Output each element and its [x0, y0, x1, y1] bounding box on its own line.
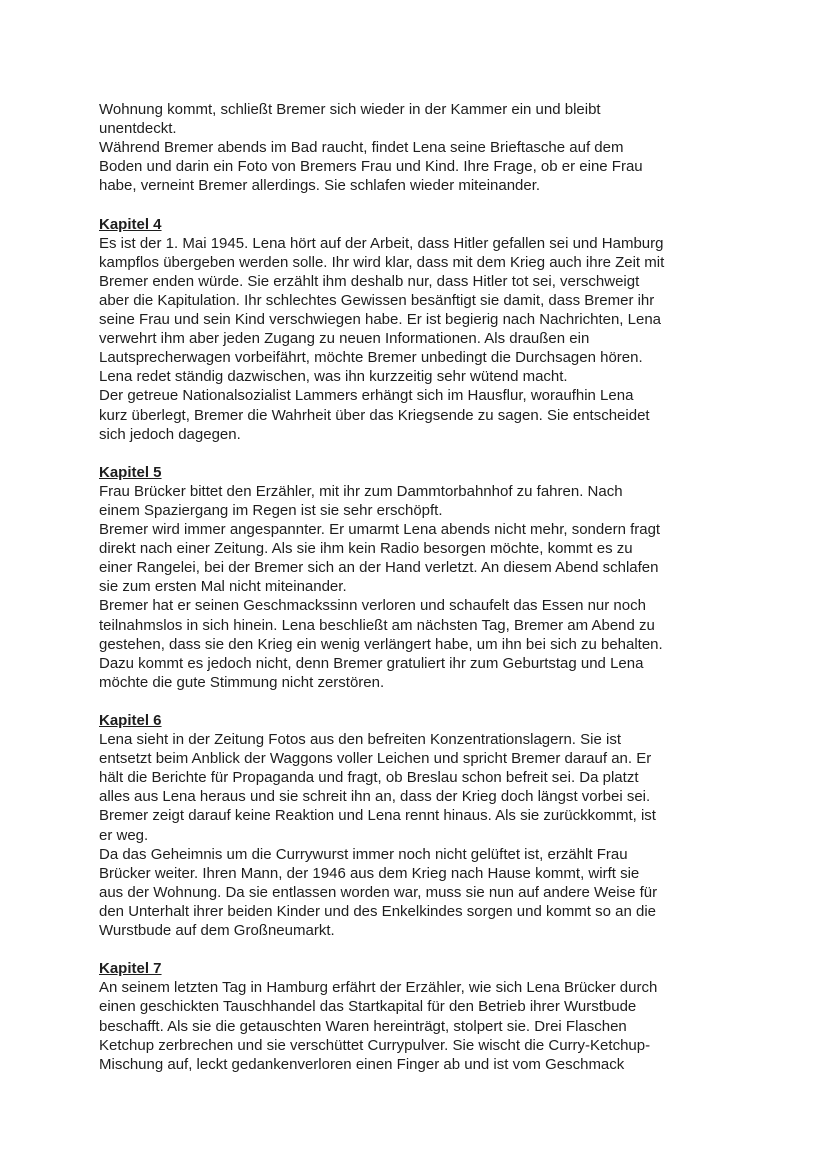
- text-line: Frau Brücker bittet den Erzähler, mit ihr zum Dammtorbahnhof zu fahren. Nach: [99, 482, 623, 500]
- text-line: Es ist der 1. Mai 1945. Lena hört auf der Arbeit, dass Hitler gefallen sei und Hamburg: [99, 234, 664, 252]
- section-heading: Kapitel 5: [99, 463, 162, 481]
- text-line: verwehrt ihm aber jeden Zugang zu neuen Informationen. Als draußen ein: [99, 330, 590, 348]
- text-line: Während Bremer abends im Bad raucht, findet Lena seine Brieftasche auf dem: [99, 139, 624, 157]
- paragraph: [99, 234, 749, 444]
- text-line: Der getreue Nationalsozialist Lammers erhängt sich im Hausflur, woraufhin Lena: [99, 387, 634, 405]
- text-line: einen geschickten Tauschhandel das Startkapital für den Betrieb ihrer Wurstbude: [99, 998, 637, 1016]
- text-line: kampflos übergeben werden solle. Ihr wird klar, dass mit dem Krieg auch ihre Zeit mit: [99, 253, 665, 271]
- text-line: er weg.: [99, 826, 149, 844]
- text-line: einer Rangelei, bei der Bremer sich an der Hand verletzt. An diesem Abend schlafen: [99, 559, 659, 577]
- text-line: aus der Wohnung. Da sie entlassen worden war, muss sie nun auf andere Weise für: [99, 883, 658, 901]
- text-line: An seinem letzten Tag in Hamburg erfährt der Erzähler, wie sich Lena Brücker durch: [99, 979, 658, 997]
- text-line: Ketchup zerbrechen und sie verschüttet Currypulver. Sie wischt die Curry-Ketchup-: [99, 1036, 651, 1054]
- text-line: Dazu kommt es jedoch nicht, denn Bremer gratuliert ihr zum Geburtstag und Lena: [99, 654, 644, 672]
- text-line: sie zum ersten Mal nicht miteinander.: [99, 578, 347, 596]
- section-kapitel-4: [99, 215, 749, 444]
- section-heading: Kapitel 7: [99, 960, 162, 978]
- text-line: gestehen, dass sie den Krieg ein wenig verlängert habe, um ihn bei sich zu behalten.: [99, 635, 663, 653]
- text-line: seine Frau und sein Kind verschwiegen habe. Er ist begierig nach Nachrichten, Lena: [99, 311, 662, 329]
- text-line: direkt nach einer Zeitung. Als sie ihm kein Radio besorgen möchte, kommt es zu: [99, 540, 633, 558]
- text-line: Boden und darin ein Foto von Bremers Frau und Kind. Ihre Frage, ob er eine Frau: [99, 158, 643, 176]
- text-line: Brücker weiter. Ihren Mann, der 1946 aus dem Krieg nach Hause kommt, wirft sie: [99, 864, 640, 882]
- paragraph: [99, 482, 749, 692]
- text-line: Bremer zeigt darauf keine Reaktion und Lena rennt hinaus. Als sie zurückkommt, ist: [99, 807, 656, 825]
- text-line: den Unterhalt ihrer beiden Kinder und des Enkelkindes sorgen und kommt so an die: [99, 902, 657, 920]
- text-line: sich jedoch dagegen.: [99, 425, 241, 443]
- section-heading: Kapitel 4: [99, 215, 162, 233]
- text-line: teilnahmslos in sich hinein. Lena beschließt am nächsten Tag, Bremer am Abend zu: [99, 616, 655, 634]
- text-line: habe, verneint Bremer allerdings. Sie schlafen wieder miteinander.: [99, 177, 541, 195]
- text-line: Wohnung kommt, schließt Bremer sich wieder in der Kammer ein und bleibt: [99, 101, 601, 118]
- text-line: beschafft. Als sie die getauschten Waren hereinträgt, stolpert sie. Drei Flaschen: [99, 1017, 627, 1035]
- text-line: entsetzt beim Anblick der Waggons voller Leichen und spricht Bremer darauf an. Er: [99, 750, 652, 768]
- text-line: Da das Geheimnis um die Currywurst immer noch nicht gelüftet ist, erzählt Frau: [99, 845, 628, 863]
- text-line: hält die Berichte für Propaganda und fragt, ob Breslau schon befreit sei. Da platzt: [99, 769, 639, 787]
- text-line: möchte die gute Stimmung nicht zerstören.: [99, 673, 385, 691]
- paragraph: [99, 730, 749, 940]
- text-line: aber die Kapitulation. Ihr schlechtes Gewissen besänftigt sie damit, dass Bremer ihr: [99, 291, 655, 309]
- text-line: Bremer wird immer angespannter. Er umarmt Lena abends nicht mehr, sondern fragt: [99, 521, 661, 539]
- text-line: Bremer hat er seinen Geschmackssinn verloren und schaufelt das Essen nur noch: [99, 597, 646, 615]
- text-line: Lena redet ständig dazwischen, was ihn kurzzeitig sehr wütend macht.: [99, 368, 568, 386]
- paragraph: [99, 978, 749, 1073]
- section-kapitel-7: [99, 959, 749, 1074]
- text-line: Bremer enden würde. Sie erzählt ihm deshalb nur, dass Hitler tot sei, verschweigt: [99, 272, 640, 290]
- text-line: kurz überlegt, Bremer die Wahrheit über das Kriegsende zu sagen. Sie entscheidet: [99, 406, 650, 424]
- section-kapitel-5: [99, 463, 749, 692]
- text-line: Lena sieht in der Zeitung Fotos aus den befreiten Konzentrationslagern. Sie ist: [99, 731, 621, 749]
- section-kapitel-6: [99, 711, 749, 940]
- section-heading: Kapitel 6: [99, 712, 162, 729]
- text-line: einem Spaziergang im Regen ist sie sehr erschöpft.: [99, 501, 443, 519]
- text-line: unentdeckt.: [99, 120, 177, 138]
- text-line: alles aus Lena heraus und sie schreit ihn an, dass der Krieg doch längst vorbei sei.: [99, 788, 651, 806]
- paragraph: [99, 100, 749, 195]
- text-line: Wurstbude auf dem Großneumarkt.: [99, 922, 335, 940]
- text-line: Mischung auf, leckt gedankenverloren einen Finger ab und ist vom Geschmack: [99, 1055, 625, 1073]
- text-line: Lautsprecherwagen vorbeifährt, möchte Bremer unbedingt die Durchsagen hören.: [99, 349, 643, 367]
- document-content: [99, 100, 749, 1074]
- section-intro-continuation: [99, 100, 749, 195]
